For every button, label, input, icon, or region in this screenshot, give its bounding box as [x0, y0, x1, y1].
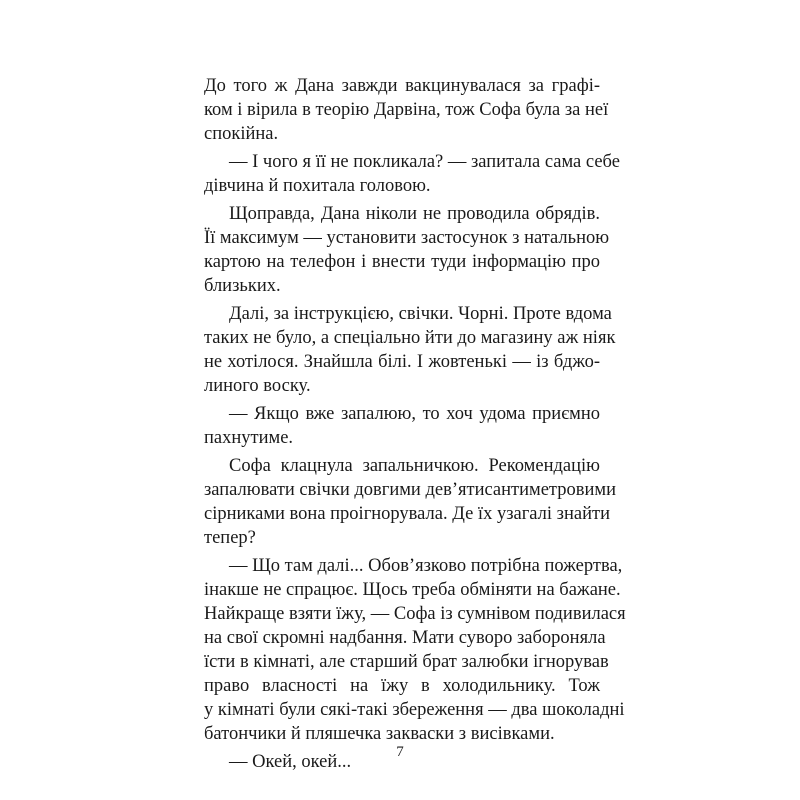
text-line: — Що там далі... Обов’язково потрібна пожертва, [229, 556, 623, 576]
text-line: право власності на їжу в холодильнику. Тож [204, 676, 600, 696]
text-line: їсти в кімнаті, але старший брат залюбки ігнорував [204, 652, 609, 672]
text-line: на свої скромні надбання. Мати суворо забороняла [204, 628, 606, 648]
text-line: — Окей, окей... [229, 752, 352, 772]
text-line: у кімнаті були сякі-такі збереження — два шоколадні [204, 700, 625, 720]
text-line: До того ж Дана завжди вакцинувалася за графі- [204, 76, 600, 96]
text-line: тепер? [204, 528, 256, 548]
text-line: ком і вірила в теорію Дарвіна, тож Софа була за неї [204, 100, 609, 120]
text-line: пахнутиме. [204, 428, 294, 448]
text-line: Софа клацнула запальничкою. Рекомендацію [229, 456, 600, 476]
text-line: не хотілося. Знайшла білі. І жовтенькі — із бджо- [204, 352, 600, 372]
text-line: дівчина й похитала головою. [204, 176, 431, 196]
text-line: спокійна. [204, 124, 279, 144]
text-line: — Якщо вже запалюю, то хоч удома приємно [229, 404, 600, 424]
text-line: — І чого я її не покликала? — запитала сама себе [229, 152, 620, 172]
text-line: Її максимум — установити застосунок з натальною [204, 228, 610, 248]
text-line: сірниками вона проігнорувала. Де їх узагалі знайти [204, 504, 610, 524]
text-line: Далі, за інструкцією, свічки. Чорні. Проте вдома [229, 304, 612, 324]
page-number: 7 [396, 744, 404, 760]
text-line: Найкраще взяти їжу, — Софа із сумнівом подивилася [204, 604, 626, 624]
text-line: батончики й пляшечка закваски з висівками. [204, 724, 555, 744]
text-line: запалювати свічки довгими дев’ятисантиметровими [204, 480, 616, 500]
text-line: Щоправда, Дана ніколи не проводила обрядів. [229, 204, 600, 224]
text-line: близьких. [204, 276, 281, 296]
text-line: картою на телефон і внести туди інформацію про [204, 252, 600, 272]
text-line: інакше не спрацює. Щось треба обміняти на бажане. [204, 580, 621, 600]
text-line: таких не було, а спеціально йти до магазину аж ніяк [204, 328, 616, 348]
text-line: линого воску. [204, 376, 311, 396]
